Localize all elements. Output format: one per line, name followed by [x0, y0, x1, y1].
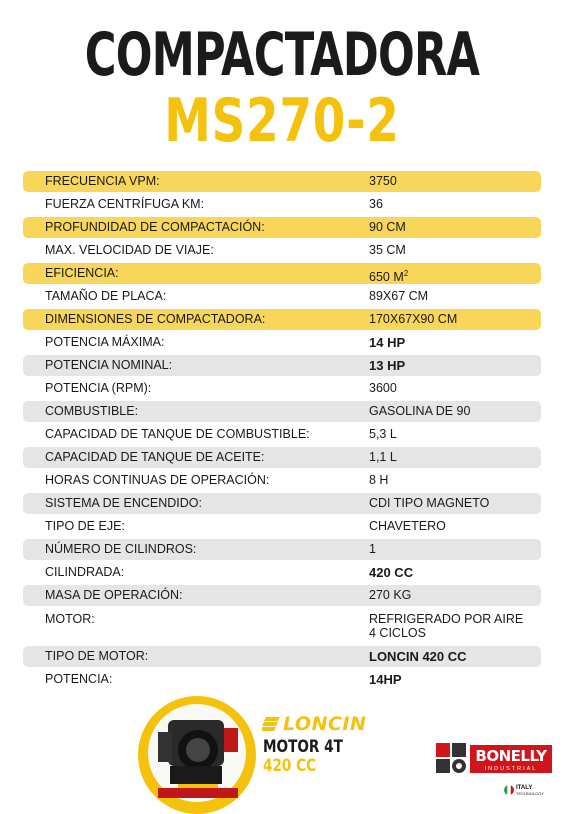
spec-value: [369, 646, 467, 667]
spec-label: PROFUNDIDAD DE COMPACTACIÓN:: [45, 220, 265, 234]
spec-value: [369, 585, 411, 606]
spec-value-text: 3600: [369, 381, 397, 395]
spec-value: [369, 424, 397, 445]
spec-value-text: 1: [369, 542, 376, 556]
spec-row: [23, 171, 541, 192]
origin-sub-text: TECHNOLOGY: [516, 791, 545, 796]
brand-name: BONELLY: [470, 745, 552, 773]
spec-value: [369, 194, 383, 215]
spec-value: [369, 516, 446, 537]
spec-value: [369, 378, 397, 399]
spec-value-text: 13 HP: [369, 358, 406, 373]
page-title: COMPACTADORA: [84, 20, 480, 90]
spec-value-superscript: 2: [403, 269, 409, 278]
spec-label: MAX. VELOCIDAD DE VIAJE:: [45, 243, 214, 257]
spec-value-text: 170X67X90 CM: [369, 312, 458, 326]
spec-value: [369, 217, 406, 238]
spec-value-text: 8 H: [369, 473, 389, 487]
brand-sub: INDUSTRIAL: [484, 766, 538, 772]
spec-value: [369, 309, 457, 330]
spec-value-text: 3750: [369, 174, 397, 188]
spec-value-text: 35 CM: [369, 243, 406, 257]
spec-value: [369, 355, 405, 376]
origin-text: ITALY: [516, 785, 533, 791]
spec-label: CAPACIDAD DE TANQUE DE ACEITE:: [45, 450, 265, 464]
spec-row: [23, 263, 541, 284]
spec-value-line2: 4 CICLOS: [369, 626, 426, 640]
spec-row: [23, 194, 541, 215]
spec-value-text: REFRIGERADO POR AIRE: [369, 612, 524, 626]
spec-row: [23, 355, 541, 376]
spec-value-text: LONCIN 420 CC: [369, 649, 467, 664]
spec-label: CAPACIDAD DE TANQUE DE COMBUSTIBLE:: [45, 427, 310, 441]
spec-label: EFICIENCIA:: [45, 266, 119, 280]
spec-row: [23, 286, 541, 307]
spec-row: [23, 217, 541, 238]
spec-row: [23, 516, 541, 537]
spec-label: HORAS CONTINUAS DE OPERACIÓN:: [45, 473, 270, 487]
spec-row: [23, 585, 541, 606]
spec-label: CILINDRADA:: [45, 565, 125, 579]
spec-label: MOTOR:: [45, 612, 95, 626]
loncin-logo: [262, 713, 366, 735]
spec-row: [23, 470, 541, 491]
spec-value: [369, 332, 405, 353]
spec-label: TIPO DE EJE:: [45, 519, 125, 533]
spec-row: [23, 562, 541, 583]
specs-table: [23, 171, 541, 692]
spec-label: FRECUENCIA VPM:: [45, 174, 160, 188]
spec-value: [369, 171, 397, 192]
spec-row: [23, 608, 541, 644]
engine-cc-label: 420 CC: [263, 756, 317, 776]
spec-value: [369, 286, 428, 307]
spec-label: COMBUSTIBLE:: [45, 404, 139, 418]
spec-value-text: 420 CC: [369, 565, 414, 580]
italy-flag-icon: [504, 785, 514, 795]
spec-label: FUERZA CENTRÍFUGA KM:: [45, 197, 205, 211]
spec-label: POTENCIA MÁXIMA:: [45, 335, 165, 349]
spec-value-text: CHAVETERO: [369, 519, 446, 533]
spec-value: [369, 612, 523, 640]
spec-row: [23, 539, 541, 560]
spec-label: SISTEMA DE ENCENDIDO:: [45, 496, 202, 510]
spec-value: [369, 669, 402, 690]
spec-row: [23, 240, 541, 261]
spec-value-text: 270 KG: [369, 588, 412, 602]
spec-label: POTENCIA:: [45, 672, 113, 686]
spec-value-text: 1,1 L: [369, 450, 397, 464]
spec-row: [23, 378, 541, 399]
spec-value: [369, 263, 408, 288]
spec-row: [23, 447, 541, 468]
spec-row: [23, 493, 541, 514]
spec-value-text: 5,3 L: [369, 427, 397, 441]
spec-value: [369, 401, 470, 422]
loncin-logo-icon: [262, 717, 280, 731]
spec-value-text: 90 CM: [369, 220, 406, 234]
bonelly-logo: [436, 740, 554, 810]
motor-type-label: MOTOR 4T: [263, 737, 343, 757]
spec-label: TAMAÑO DE PLACA:: [45, 289, 167, 303]
loncin-text: LONCIN: [283, 713, 367, 735]
spec-label: TIPO DE MOTOR:: [45, 649, 149, 663]
spec-label: DIMENSIONES DE COMPACTADORA:: [45, 312, 266, 326]
spec-value: [369, 447, 397, 468]
spec-row: [23, 669, 541, 690]
spec-value-text: 36: [369, 197, 383, 211]
spec-value-text: 89X67 CM: [369, 289, 429, 303]
spec-value-text: 14HP: [369, 672, 402, 687]
model-title: MS270-2: [164, 86, 400, 156]
spec-value-text: GASOLINA DE 90: [369, 404, 471, 418]
spec-value: [369, 562, 413, 583]
spec-label: NÚMERO DE CILINDROS:: [45, 542, 197, 556]
spec-label: POTENCIA NOMINAL:: [45, 358, 173, 372]
spec-value-text: 14 HP: [369, 335, 406, 350]
spec-row: [23, 309, 541, 330]
spec-value: [369, 539, 376, 560]
spec-value-text: 650 M: [369, 270, 404, 284]
spec-value-text: CDI TIPO MAGNETO: [369, 496, 490, 510]
engine-icon: [148, 702, 248, 802]
spec-value: [369, 240, 406, 261]
spec-value: [369, 470, 388, 491]
spec-row: [23, 332, 541, 353]
spec-label: MASA DE OPERACIÓN:: [45, 588, 183, 602]
spec-label: POTENCIA (RPM):: [45, 381, 152, 395]
spec-row: [23, 401, 541, 422]
origin-label: [516, 785, 544, 797]
spec-row: [23, 424, 541, 445]
bonelly-logo-icon: [436, 743, 470, 783]
spec-row: [23, 646, 541, 667]
spec-value: [369, 493, 489, 514]
